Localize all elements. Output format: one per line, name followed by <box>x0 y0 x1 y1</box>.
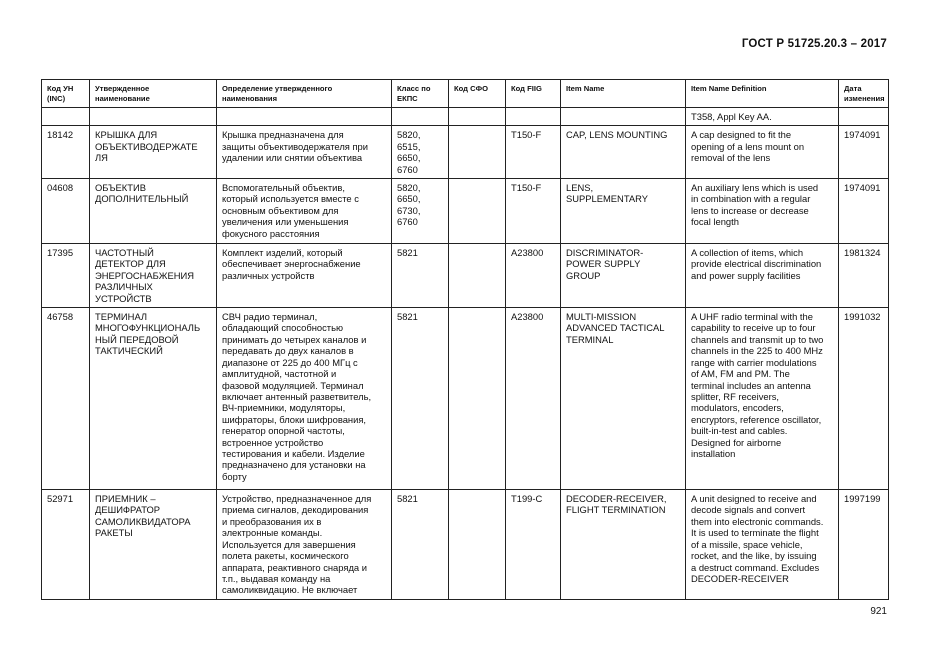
cell-item-definition: A UHF radio terminal with the capability to receive up to four channels and transmit up to two channels in the 225 to 400 MHz range with carrier modulations of AM, FM and PM. The terminal includes an antenna splitter, RF receivers, modulators, encoders, encryptors, reference oscillator, built-in-test and cables. Designed for airborne installation <box>686 308 839 490</box>
cell-sfo <box>449 490 506 600</box>
cell-date: 1997199 <box>839 490 889 600</box>
cell-sfo <box>449 244 506 308</box>
cell-approved-name: КРЫШКА ДЛЯ ОБЪЕКТИВОДЕРЖАТЕ ЛЯ <box>90 126 217 179</box>
cell-item-definition: A cap designed to fit the opening of a lens mount on removal of the lens <box>686 126 839 179</box>
cell-item-name: LENS, SUPPLEMENTARY <box>561 179 686 244</box>
cell-definition: СВЧ радио терминал, обладающий способностью принимать до четырех каналов и передавать до двух каналов в диапазоне от 225 до 400 МГц с амплитудной, частотной и фазовой модуляцией. Терминал включает антенный разветвитель, ВЧ-приемники, модуляторы, шифраторы, блоки шифрования, генератор опорной частоты, встроенное устройство тестирования и кабели. Изделие предназначено для установки на борту <box>217 308 392 490</box>
cell-inc: 52971 <box>42 490 90 600</box>
cell-class: 5821 <box>392 490 449 600</box>
table-header-row <box>42 80 889 108</box>
cell-sfo <box>449 126 506 179</box>
cell-fiig: T150-F <box>506 126 561 179</box>
cell-fiig: A23800 <box>506 308 561 490</box>
table-row <box>42 244 889 308</box>
col-header-fiig: Код FIIG <box>506 80 561 108</box>
col-header-item-definition: Item Name Definition <box>686 80 839 108</box>
cell-definition: Устройство, предназначенное для приема сигналов, декодирования и преобразования их в электронные команды. Используется для завершения полета ракеты, космического аппарата, реактивного снаряда и т.п., выдавая команду на самоликвидацию. Не включает <box>217 490 392 600</box>
table-row <box>42 490 889 600</box>
cell-definition: Вспомогательный объектив, который используется вместе с основным объективом для увеличения или уменьшения фокусного расстояния <box>217 179 392 244</box>
cell-date: 1981324 <box>839 244 889 308</box>
cell-fiig: T199-C <box>506 490 561 600</box>
cell-approved-name: ТЕРМИНАЛ МНОГОФУНКЦИОНАЛЬ НЫЙ ПЕРЕДОВОЙ ТАКТИЧЕСКИЙ <box>90 308 217 490</box>
cell-class: 5821 <box>392 244 449 308</box>
cell-approved-name: ПРИЕМНИК – ДЕШИФРАТОР САМОЛИКВИДАТОРА РАКЕТЫ <box>90 490 217 600</box>
cell-approved-name: ОБЪЕКТИВ ДОПОЛНИТЕЛЬНЫЙ <box>90 179 217 244</box>
cell-class: 5820, 6650, 6730, 6760 <box>392 179 449 244</box>
continuation-text: T358, Appl Key AA. <box>686 108 839 126</box>
cell-definition: Крышка предназначена для защиты объективодержателя при удалении или снятии объектива <box>217 126 392 179</box>
cell-date: 1974091 <box>839 126 889 179</box>
cell-item-definition: A unit designed to receive and decode signals and convert them into electronic commands. It is used to terminate the flight of a missile, space vehicle, rocket, and the like, by issuing a destruct command. Excludes DECODER-RECEIVER <box>686 490 839 600</box>
table-row <box>42 126 889 179</box>
page-number: 921 <box>870 606 887 617</box>
cell-sfo <box>449 308 506 490</box>
cell-class: 5821 <box>392 308 449 490</box>
cell-item-name: DECODER-RECEIVER, FLIGHT TERMINATION <box>561 490 686 600</box>
cell-item-definition: An auxiliary lens which is used in combination with a regular lens to increase or decrease focal length <box>686 179 839 244</box>
col-header-item-name: Item Name <box>561 80 686 108</box>
col-header-definition: Определение утвержденного наименования <box>217 80 392 108</box>
cell-date: 1974091 <box>839 179 889 244</box>
col-header-inc: Код УН (INC) <box>42 80 90 108</box>
item-name-table <box>41 79 889 600</box>
col-header-approved-name: Утвержденное наименование <box>90 80 217 108</box>
cell-item-definition: A collection of items, which provide electrical discrimination and power supply facilities <box>686 244 839 308</box>
cell-item-name: MULTI-MISSION ADVANCED TACTICAL TERMINAL <box>561 308 686 490</box>
cell-fiig: A23800 <box>506 244 561 308</box>
col-header-class: Класс по ЕКПС <box>392 80 449 108</box>
cell-inc: 46758 <box>42 308 90 490</box>
document-id: ГОСТ Р 51725.20.3 – 2017 <box>741 38 887 50</box>
cell-approved-name: ЧАСТОТНЫЙ ДЕТЕКТОР ДЛЯ ЭНЕРГОСНАБЖЕНИЯ РАЗЛИЧНЫХ УСТРОЙСТВ <box>90 244 217 308</box>
col-header-sfo: Код СФО <box>449 80 506 108</box>
cell-definition: Комплект изделий, который обеспечивает энергоснабжение различных устройств <box>217 244 392 308</box>
table-row <box>42 308 889 490</box>
table-row <box>42 179 889 244</box>
cell-item-name: CAP, LENS MOUNTING <box>561 126 686 179</box>
col-header-date: Дата изменения <box>839 80 889 108</box>
cell-inc: 04608 <box>42 179 90 244</box>
cell-inc: 18142 <box>42 126 90 179</box>
cell-date: 1991032 <box>839 308 889 490</box>
cell-fiig: T150-F <box>506 179 561 244</box>
cell-class: 5820, 6515, 6650, 6760 <box>392 126 449 179</box>
cell-inc: 17395 <box>42 244 90 308</box>
cell-item-name: DISCRIMINATOR- POWER SUPPLY GROUP <box>561 244 686 308</box>
continuation-row <box>42 108 889 126</box>
cell-sfo <box>449 179 506 244</box>
